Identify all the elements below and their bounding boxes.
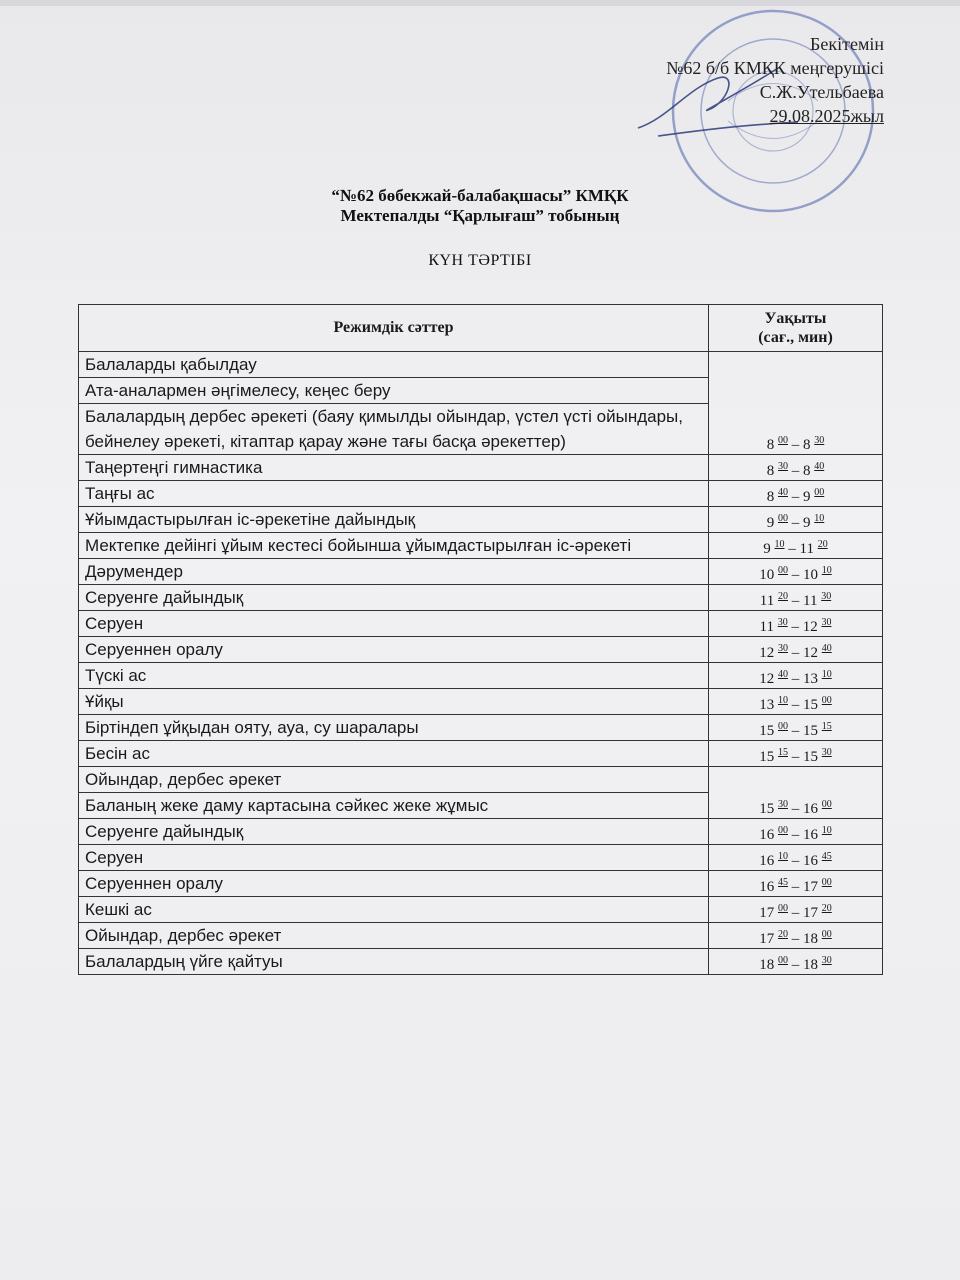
time-start-hour: 10 bbox=[759, 567, 775, 583]
time-dash: – bbox=[788, 463, 803, 479]
header-time bbox=[709, 305, 883, 352]
time-cell bbox=[709, 715, 883, 741]
time-dash: – bbox=[788, 827, 803, 843]
time-start-minute: 40 bbox=[778, 669, 788, 680]
activity-cell: Ойындар, дербес әрекет bbox=[79, 767, 709, 793]
activity-cell: Таңертеңгі гимнастика bbox=[79, 455, 709, 481]
activity-cell: Серуеннен оралу bbox=[79, 637, 709, 663]
activity-cell: Ата-аналармен әңгімелесу, кеңес беру bbox=[79, 378, 709, 404]
activity-cell: Дәрумендер bbox=[79, 559, 709, 585]
time-cell bbox=[709, 819, 883, 845]
time-start-hour: 17 bbox=[759, 931, 775, 947]
time-start-minute: 30 bbox=[778, 461, 788, 472]
time-end-minute: 45 bbox=[821, 851, 832, 862]
table-row bbox=[79, 923, 883, 949]
daily-schedule-table bbox=[78, 304, 883, 975]
time-start-hour: 13 bbox=[759, 697, 775, 713]
time-start-minute: 00 bbox=[778, 435, 788, 446]
time-start-minute: 20 bbox=[778, 591, 788, 602]
institution-name: “№62 бөбекжай-балабақшасы” КМҚК bbox=[331, 186, 629, 205]
time-end-hour: 8 bbox=[803, 463, 811, 479]
time-dash: – bbox=[787, 619, 803, 635]
approval-position: №62 б/б КМҚК меңгерушісі bbox=[666, 58, 884, 78]
time-end-hour: 15 bbox=[803, 697, 818, 713]
time-end-minute: 10 bbox=[821, 669, 832, 680]
time-cell bbox=[709, 585, 883, 611]
time-start-minute: 00 bbox=[778, 903, 788, 914]
time-cell bbox=[709, 923, 883, 949]
time-start-minute: 00 bbox=[778, 721, 788, 732]
time-end-hour: 15 bbox=[803, 723, 818, 739]
activity-cell: Мектепке дейінгі ұйым кестесі бойынша ұйымдастырылған іс-әрекеті bbox=[79, 533, 709, 559]
table-row bbox=[79, 715, 883, 741]
document-title: КҮН ТӘРТІБІ bbox=[428, 252, 532, 269]
time-start-hour: 17 bbox=[759, 905, 775, 921]
activity-cell: Балалардың дербес әрекеті (баяу қимылды ойындар, үстел үсті ойындары, бейнелеу әрекеті, кітаптар қарау және тағы басқа әрекеттер) bbox=[79, 404, 709, 455]
activity-cell: Серуенге дайындық bbox=[79, 819, 709, 845]
time-end-hour: 18 bbox=[803, 957, 818, 973]
time-start-minute: 40 bbox=[778, 487, 788, 498]
time-end-hour: 11 bbox=[799, 541, 814, 557]
table-row bbox=[79, 949, 883, 975]
time-start-hour: 8 bbox=[766, 463, 775, 479]
time-dash: – bbox=[788, 489, 803, 505]
time-start-hour: 12 bbox=[759, 671, 775, 687]
time-end-minute: 10 bbox=[821, 825, 832, 836]
activity-cell: Біртіндеп ұйқыдан ояту, ауа, су шаралары bbox=[79, 715, 709, 741]
time-end-hour: 17 bbox=[803, 905, 818, 921]
time-end-hour: 12 bbox=[803, 645, 818, 661]
time-end-minute: 20 bbox=[817, 539, 828, 550]
time-start-minute: 45 bbox=[778, 877, 788, 888]
table-row bbox=[79, 689, 883, 715]
time-start-hour: 9 bbox=[763, 541, 771, 557]
time-start-hour: 8 bbox=[766, 489, 775, 505]
time-end-minute: 10 bbox=[814, 513, 825, 524]
time-dash: – bbox=[788, 957, 803, 973]
time-end-hour: 9 bbox=[803, 489, 811, 505]
time-cell bbox=[709, 871, 883, 897]
time-cell bbox=[709, 455, 883, 481]
time-end-minute: 40 bbox=[821, 643, 832, 654]
time-start-minute: 30 bbox=[777, 617, 788, 628]
time-start-minute: 00 bbox=[778, 825, 788, 836]
time-end-minute: 40 bbox=[814, 461, 825, 472]
activity-cell: Түскі ас bbox=[79, 663, 709, 689]
table-row bbox=[79, 533, 883, 559]
time-cell bbox=[709, 611, 883, 637]
time-dash: – bbox=[788, 749, 803, 765]
time-start-minute: 30 bbox=[778, 643, 788, 654]
time-start-minute: 30 bbox=[778, 799, 788, 810]
table-row bbox=[79, 637, 883, 663]
time-cell bbox=[709, 897, 883, 923]
table-row bbox=[79, 559, 883, 585]
time-end-minute: 30 bbox=[814, 435, 825, 446]
time-end-hour: 15 bbox=[803, 749, 818, 765]
time-start-minute: 20 bbox=[778, 929, 788, 940]
activity-cell: Бесін ас bbox=[79, 741, 709, 767]
time-dash: – bbox=[788, 801, 803, 817]
approval-date: 29.08.2025жыл bbox=[769, 106, 884, 126]
approval-block bbox=[666, 32, 884, 128]
time-cell bbox=[709, 559, 883, 585]
activity-cell: Ұйымдастырылған іс-әрекетіне дайындық bbox=[79, 507, 709, 533]
time-start-hour: 16 bbox=[759, 853, 775, 869]
time-end-hour: 9 bbox=[803, 515, 811, 531]
time-end-minute: 20 bbox=[821, 903, 832, 914]
time-start-hour: 15 bbox=[759, 801, 775, 817]
time-end-minute: 30 bbox=[821, 617, 832, 628]
time-dash: – bbox=[788, 905, 803, 921]
activity-cell: Ұйқы bbox=[79, 689, 709, 715]
schedule-body bbox=[79, 352, 883, 975]
time-end-hour: 11 bbox=[803, 593, 818, 609]
table-row bbox=[79, 845, 883, 871]
time-end-hour: 16 bbox=[803, 827, 818, 843]
table-row bbox=[79, 871, 883, 897]
table-row bbox=[79, 585, 883, 611]
time-dash: – bbox=[788, 723, 803, 739]
time-dash: – bbox=[788, 437, 803, 453]
time-end-hour: 13 bbox=[803, 671, 818, 687]
time-start-hour: 8 bbox=[766, 437, 775, 453]
time-end-minute: 00 bbox=[821, 929, 832, 940]
time-end-minute: 30 bbox=[821, 591, 832, 602]
group-name: Мектепалды “Қарлығаш” тобының bbox=[340, 206, 620, 225]
activity-cell: Серуен bbox=[79, 611, 709, 637]
time-end-hour: 12 bbox=[802, 619, 818, 635]
time-end-minute: 15 bbox=[821, 721, 832, 732]
time-start-minute: 10 bbox=[778, 695, 788, 706]
time-dash: – bbox=[788, 853, 803, 869]
activity-cell: Кешкі ас bbox=[79, 897, 709, 923]
table-row bbox=[79, 507, 883, 533]
activity-cell: Баланың жеке даму картасына сәйкес жеке жұмыс bbox=[79, 793, 709, 819]
time-end-hour: 17 bbox=[803, 879, 818, 895]
time-end-hour: 18 bbox=[803, 931, 818, 947]
time-start-minute: 00 bbox=[778, 565, 788, 576]
time-end-minute: 30 bbox=[821, 955, 832, 966]
time-cell bbox=[709, 949, 883, 975]
table-row bbox=[79, 455, 883, 481]
time-end-minute: 10 bbox=[821, 565, 832, 576]
time-start-minute: 00 bbox=[778, 513, 788, 524]
time-dash: – bbox=[788, 931, 803, 947]
table-row bbox=[79, 481, 883, 507]
time-start-hour: 11 bbox=[759, 619, 774, 635]
time-end-hour: 16 bbox=[803, 853, 818, 869]
header-activity: Режимдік сәттер bbox=[79, 305, 709, 352]
table-row bbox=[79, 352, 883, 378]
time-dash: – bbox=[784, 541, 800, 557]
time-cell bbox=[709, 663, 883, 689]
time-dash: – bbox=[788, 567, 803, 583]
header-time-label: Уақыты bbox=[764, 310, 827, 327]
activity-cell: Балаларды қабылдау bbox=[79, 352, 709, 378]
time-dash: – bbox=[788, 879, 803, 895]
table-row bbox=[79, 611, 883, 637]
activity-cell: Серуенге дайындық bbox=[79, 585, 709, 611]
table-row bbox=[79, 767, 883, 793]
time-cell bbox=[709, 637, 883, 663]
time-cell bbox=[709, 767, 883, 819]
time-end-hour: 16 bbox=[803, 801, 818, 817]
time-start-hour: 12 bbox=[759, 645, 775, 661]
time-cell bbox=[709, 741, 883, 767]
time-end-minute: 00 bbox=[821, 799, 832, 810]
activity-cell: Ойындар, дербес әрекет bbox=[79, 923, 709, 949]
table-header-row bbox=[79, 305, 883, 352]
time-start-minute: 10 bbox=[778, 851, 788, 862]
time-cell bbox=[709, 507, 883, 533]
table-row bbox=[79, 741, 883, 767]
time-start-minute: 00 bbox=[778, 955, 788, 966]
activity-cell: Таңғы ас bbox=[79, 481, 709, 507]
time-start-minute: 15 bbox=[778, 747, 788, 758]
time-start-hour: 11 bbox=[759, 593, 775, 609]
time-dash: – bbox=[788, 515, 803, 531]
table-row bbox=[79, 897, 883, 923]
time-end-hour: 8 bbox=[803, 437, 811, 453]
time-cell bbox=[709, 689, 883, 715]
time-cell bbox=[709, 533, 883, 559]
header-time-unit: (сағ., мин) bbox=[758, 329, 833, 346]
approval-title: Бекітемін bbox=[810, 34, 884, 54]
time-dash: – bbox=[788, 645, 803, 661]
activity-cell: Серуеннен оралу bbox=[79, 871, 709, 897]
approval-name: С.Ж.Утельбаева bbox=[759, 82, 884, 102]
time-start-hour: 16 bbox=[759, 827, 775, 843]
time-end-hour: 10 bbox=[803, 567, 818, 583]
time-end-minute: 00 bbox=[814, 487, 825, 498]
time-dash: – bbox=[788, 671, 803, 687]
activity-cell: Серуен bbox=[79, 845, 709, 871]
time-dash: – bbox=[788, 697, 803, 713]
time-start-hour: 16 bbox=[759, 879, 775, 895]
time-dash: – bbox=[788, 593, 803, 609]
activity-cell: Балалардың үйге қайтуы bbox=[79, 949, 709, 975]
time-start-hour: 15 bbox=[759, 723, 775, 739]
time-cell bbox=[709, 481, 883, 507]
time-start-minute: 10 bbox=[774, 539, 785, 550]
table-row bbox=[79, 819, 883, 845]
time-cell bbox=[709, 352, 883, 455]
time-start-hour: 18 bbox=[759, 957, 775, 973]
time-end-minute: 00 bbox=[821, 695, 832, 706]
time-cell bbox=[709, 845, 883, 871]
time-end-minute: 00 bbox=[821, 877, 832, 888]
time-start-hour: 15 bbox=[759, 749, 775, 765]
time-end-minute: 30 bbox=[821, 747, 832, 758]
time-start-hour: 9 bbox=[766, 515, 775, 531]
table-row bbox=[79, 663, 883, 689]
